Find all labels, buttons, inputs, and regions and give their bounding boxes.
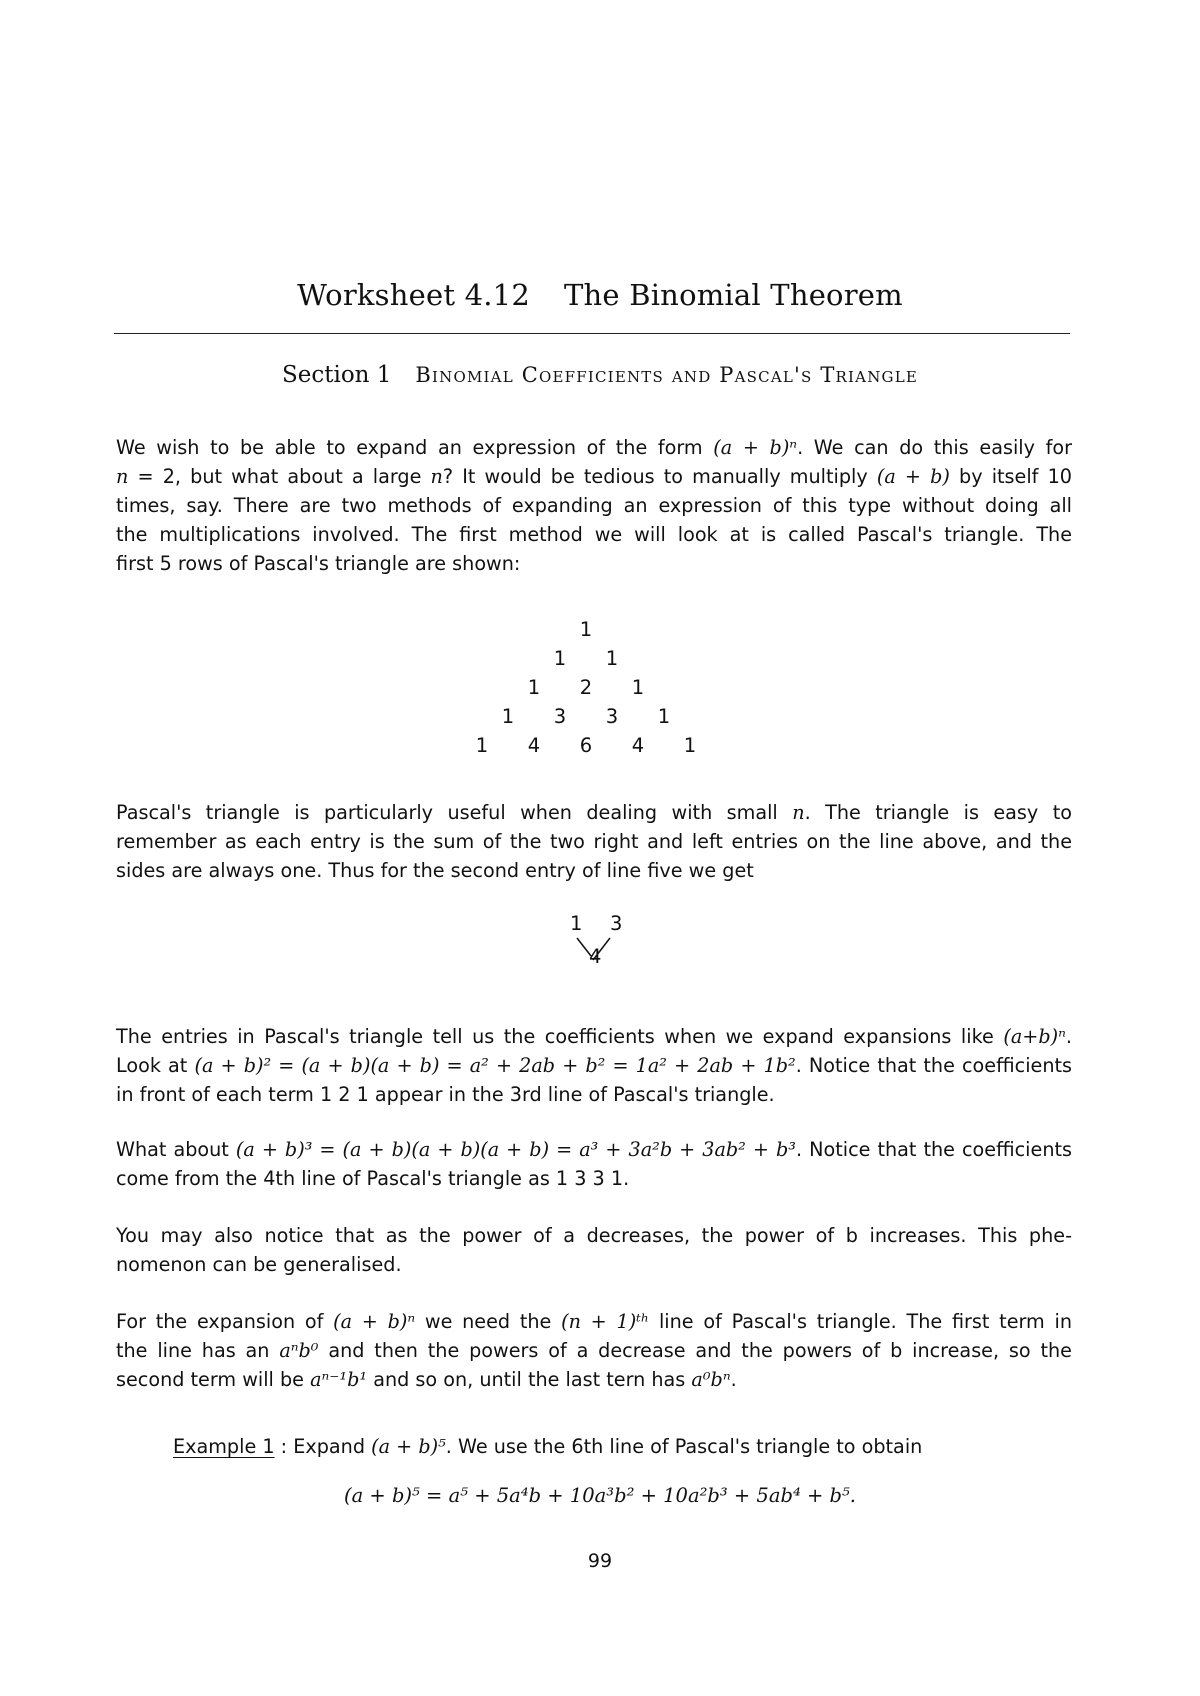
pascal-entry: 1 [631, 676, 645, 699]
pascal-entry: 4 [631, 734, 645, 757]
pascal-row-2 [0, 647, 1200, 676]
pascal-row-4 [0, 705, 1200, 734]
coefficients-paragraph: The entries in Pascal's triangle tell us the coefficients when we expand expansions like (a+b)ⁿ. Look at (a + b)² = (a + b)(a + b) = a² + 2ab + b² = 1a² + 2ab + 1b². Notice that the coefficients in front of each term 1 2 1 appear in the 3rd line of Pascal's triangle. [116, 1025, 1073, 1106]
pascal-row-1 [0, 618, 1200, 647]
pascal-entry: 1 [579, 618, 593, 641]
pascal-entry: 1 [553, 647, 567, 670]
section-label: Section 1 [281, 362, 392, 388]
pascal-entry: 2 [579, 676, 593, 699]
title-rule [114, 333, 1070, 334]
binomial-expansion-equation: (a + b)⁵ = a⁵ + 5a⁴b + 10a³b² + 10a²b³ + 5ab⁴ + b⁵. [343, 1484, 856, 1507]
section-heading [0, 362, 1200, 388]
pascal-entry: 6 [579, 734, 593, 757]
pascal-entry: 3 [605, 705, 619, 728]
pascal-entry: 4 [527, 734, 541, 757]
pascal-entry: 3 [553, 705, 567, 728]
pascal-entry: 1 [475, 734, 489, 757]
page-number: 99 [587, 1550, 613, 1572]
triangle-explanation-paragraph: Pascal's triangle is particularly useful when dealing with small n. The triangle is easy to remember as each entry is the sum of the two right and left entries on the line above, and the sides are always one. Thus for the second entry of line five we get [116, 801, 1072, 882]
sum-right-entry: 3 [610, 912, 623, 935]
pascal-row-5 [0, 734, 1200, 763]
powers-paragraph: You may also notice that as the power of a decreases, the power of b increases. This phe- nomenon can be generalised. [116, 1224, 1072, 1276]
worksheet-number: Worksheet 4.12 [297, 278, 530, 312]
cube-expansion-paragraph: What about (a + b)³ = (a + b)(a + b)(a + b) = a³ + 3a²b + 3ab² + b³. Notice that the coefficients come from the 4th line of Pascal's triangle as 1 3 3 1. [116, 1138, 1073, 1190]
pascal-entry: 1 [501, 705, 515, 728]
pascal-entry: 1 [683, 734, 697, 757]
pascal-row-3 [0, 676, 1200, 705]
worksheet-name: The Binomial Theorem [564, 278, 903, 312]
sum-left-entry: 1 [570, 912, 583, 935]
general-expansion-paragraph: For the expansion of (a + b)ⁿ we need the (n + 1)ᵗʰ line of Pascal's triangle. The first term in the line has an aⁿb⁰ and then the powers of a decrease and the powers of b increase, so the second term will be aⁿ⁻¹b¹ and so on, until the last tern has a⁰bⁿ. [116, 1310, 1072, 1391]
section-name: Binomial Coefficients and Pascal's Triangle [415, 363, 919, 387]
pascal-entry: 1 [605, 647, 619, 670]
example-1: Example 1 : Expand (a + b)⁵. We use the 6th line of Pascal's triangle to obtain [173, 1435, 923, 1458]
pascal-entry: 1 [657, 705, 671, 728]
example-label: Example 1 [173, 1435, 275, 1458]
sum-result-entry: 4 [589, 945, 602, 968]
worksheet-title [0, 278, 1200, 312]
pascal-entry: 1 [527, 676, 541, 699]
intro-paragraph: We wish to be able to expand an expression of the form (a + b)ⁿ. We can do this easily for n = 2, but what about a large n? It would be tedious to manually multiply (a + b) by itself 10 times, say. There are two methods of expanding an expression of this type without doing all the multiplications involved. The first method we will look at is called Pascal's triangle. The first 5 rows of Pascal's triangle are shown: [116, 436, 1072, 575]
